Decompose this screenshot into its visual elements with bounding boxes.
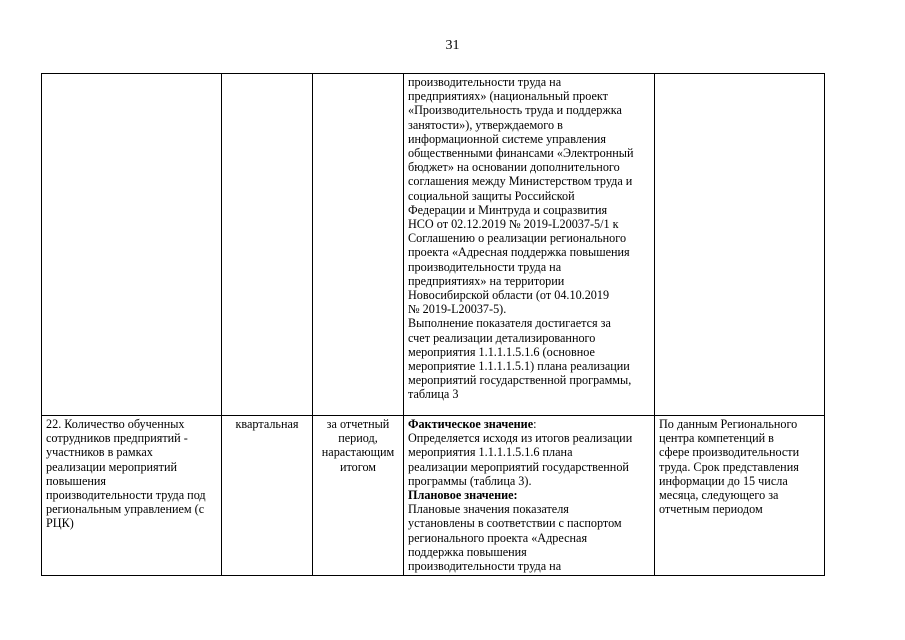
text-line: итогом <box>339 459 377 474</box>
text-line: социальной защиты Российской <box>408 188 575 203</box>
cell-period-type <box>313 74 404 416</box>
text-line: мероприятия 1.1.1.1.5.1.6 плана <box>408 445 573 460</box>
text-line: Выполнение показателя достигается за <box>408 316 611 331</box>
text-line: регионального проекта «Адресная <box>408 530 588 545</box>
text-line: производительности труда под <box>46 488 206 503</box>
text-line: труда. Срок представления <box>659 459 799 474</box>
plan-value-label: Плановое значение: <box>408 488 518 503</box>
text-line: По данным Регионального <box>659 417 798 431</box>
text-line: № 2019-L20037-5). <box>408 302 507 317</box>
text-line: информационной системе управления <box>408 131 606 146</box>
text-line: сотрудников предприятий - <box>46 431 188 446</box>
cell-calculation-method <box>404 74 655 416</box>
cell-data-source <box>655 416 825 576</box>
text-line: производительности труда на <box>408 259 562 274</box>
text-line: таблица 3 <box>408 387 459 402</box>
text-line: поддержка повышения <box>408 544 527 559</box>
cell-calculation-method <box>404 416 655 576</box>
text-line: отчетным периодом <box>659 502 763 517</box>
text-line: установлены в соответствии с паспортом <box>408 516 622 531</box>
cell-periodicity: квартальная <box>222 416 313 576</box>
fact-value-heading <box>408 417 650 431</box>
table-row <box>42 74 825 416</box>
text-line: участников в рамках <box>46 445 153 460</box>
text-line: занятости»), утверждаемого в <box>408 117 563 132</box>
cell-indicator-name <box>42 416 222 576</box>
text-line: НСО от 02.12.2019 № 2019-L20037-5/1 к <box>408 217 619 232</box>
text-line: счет реализации детализированного <box>408 330 596 345</box>
text-line: региональным управлением (с <box>46 502 205 517</box>
text-line: информации до 15 числа <box>659 473 788 488</box>
text-line: мероприятие 1.1.1.1.5.1) плана реализации <box>408 359 630 374</box>
text-line: мероприятий государственной программы, <box>408 373 632 388</box>
text-line: РЦК) <box>46 516 74 531</box>
indicator-table <box>41 73 825 576</box>
text-line: реализации мероприятий государственной <box>408 459 629 474</box>
text-line: соглашения между Министерством труда и <box>408 174 633 189</box>
text-line: проекта «Адресная поддержка повышения <box>408 245 630 260</box>
cell-indicator-name <box>42 74 222 416</box>
text-line: бюджет» на основании дополнительного <box>408 160 620 175</box>
text-line: месяца, следующего за <box>659 488 779 503</box>
cell-data-source <box>655 74 825 416</box>
text-line: программы (таблица 3). <box>408 473 532 488</box>
text-line: центра компетенций в <box>659 431 774 446</box>
text-line: за отчетный <box>326 417 390 431</box>
text-line: период, <box>338 431 378 446</box>
text-line: предприятиях» (национальный проект <box>408 89 608 104</box>
text-line: производительности труда на <box>408 559 562 574</box>
text-line: предприятиях» на территории <box>408 273 565 288</box>
cell-periodicity <box>222 74 313 416</box>
text-line: «Производительность труда и поддержка <box>408 103 622 118</box>
fact-value-colon: : <box>533 417 537 431</box>
text-line: Соглашению о реализации регионального <box>408 231 627 246</box>
text-line: повышения <box>46 473 107 488</box>
table-row <box>42 416 825 576</box>
text-line: сфере производительности <box>659 445 800 460</box>
text-line: нарастающим <box>321 445 395 460</box>
fact-value-label: Фактическое значение <box>408 417 534 431</box>
text-line: общественными финансами «Электронный <box>408 146 634 161</box>
cell-period-type <box>313 416 404 576</box>
text-line: Новосибирской области (от 04.10.2019 <box>408 288 610 303</box>
text-line: Плановые значения показателя <box>408 502 569 517</box>
page-number: 31 <box>445 38 460 53</box>
text-line: Определяется исходя из итогов реализации <box>408 431 633 446</box>
text-line: реализации мероприятий <box>46 459 178 474</box>
text-line: мероприятия 1.1.1.1.5.1.6 (основное <box>408 344 595 359</box>
text-line: производительности труда на <box>408 75 562 89</box>
text-line: 22. Количество обученных <box>46 417 185 431</box>
text-line: Федерации и Минтруда и соцразвития <box>408 202 608 217</box>
